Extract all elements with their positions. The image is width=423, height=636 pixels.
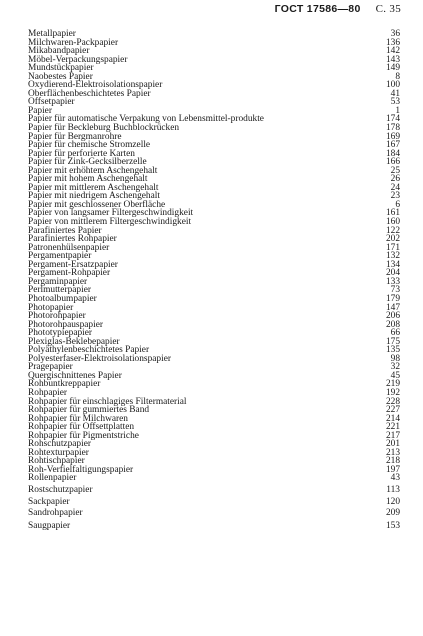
index-term: Rohpapier für gummiertes Band xyxy=(28,405,150,416)
index-page-number: 73 xyxy=(390,285,400,296)
index-page-number: 26 xyxy=(390,174,400,185)
index-term: Oxydierend-Elektroisolationspapier xyxy=(28,80,163,91)
index-term: Papier mit niedrigem Aschengehalt xyxy=(28,191,160,202)
index-term: Papier für Bergmanrohre xyxy=(28,131,122,142)
standard-number: ГОСТ 17586—80 xyxy=(274,3,361,15)
index-page-number: 213 xyxy=(385,447,400,458)
index-list xyxy=(28,30,400,530)
page-header xyxy=(275,3,401,15)
index-term: Mikabandpapier xyxy=(28,46,90,57)
index-page-number: 204 xyxy=(385,268,400,279)
index-term: Pergament-Ersatzpapier xyxy=(28,259,118,270)
index-page-number: 6 xyxy=(395,199,400,210)
index-term: Parafiniertes Rohpapier xyxy=(28,234,117,245)
index-page-number: 192 xyxy=(385,387,400,398)
index-term: Perlmutterpapier xyxy=(28,285,91,296)
index-term: Papier für Beckleburg Buchblockrücken xyxy=(28,123,180,134)
index-term: Rohpapier für Pigmentstriche xyxy=(28,430,139,441)
index-page-number: 153 xyxy=(385,520,400,531)
index-term: Saugpapier xyxy=(28,520,71,531)
index-term: Papier mit erhöhtem Aschengehalt xyxy=(28,165,158,176)
index-page-number: 100 xyxy=(385,80,400,91)
index-page-number: 201 xyxy=(385,439,400,450)
index-page-number: 135 xyxy=(385,345,400,356)
index-entry xyxy=(28,295,400,304)
index-entry xyxy=(28,522,400,531)
index-page-number: 132 xyxy=(385,251,400,262)
index-term: Papier von mittlerem Filtergeschwindigkeit xyxy=(28,217,192,228)
index-page-number: 227 xyxy=(385,405,400,416)
index-term: Papier für Zink-Gecksilberzelle xyxy=(28,157,147,168)
index-page-number: 122 xyxy=(385,225,400,236)
index-term: Papier xyxy=(28,105,52,116)
index-term: Rohtischpapier xyxy=(28,456,85,467)
index-page-number: 209 xyxy=(385,508,400,519)
index-page-number: 160 xyxy=(385,217,400,228)
index-page-number: 134 xyxy=(385,259,400,270)
index-page-number: 221 xyxy=(385,422,400,433)
index-page-number: 166 xyxy=(385,157,400,168)
index-page-number: 133 xyxy=(385,276,400,287)
index-page-number: 161 xyxy=(385,208,400,219)
index-term: Phototypiepapier xyxy=(28,328,93,339)
page-number: С. 35 xyxy=(375,3,401,15)
index-term: Milchwaren-Packpapier xyxy=(28,37,119,48)
index-page-number: 167 xyxy=(385,140,400,151)
index-page-number: 8 xyxy=(395,71,400,82)
index-term: Naobestes Papier xyxy=(28,71,93,82)
index-term: Sandrohpapier xyxy=(28,508,83,519)
index-page-number: 41 xyxy=(390,88,400,99)
index-term: Polyesterfaser-Elektroisolationspapier xyxy=(28,353,171,364)
index-page-number: 23 xyxy=(390,191,400,202)
index-term: Papier für automatische Verpakung von Lebensmittel-produkte xyxy=(28,114,264,125)
index-page-number: 136 xyxy=(385,37,400,48)
index-page-number: 142 xyxy=(385,46,400,57)
index-term: Patronenhülsenpapier xyxy=(28,242,110,253)
index-entry xyxy=(28,474,400,483)
index-term: Offsetpapier xyxy=(28,97,75,108)
index-page-number: 113 xyxy=(386,484,400,495)
index-page-number: 179 xyxy=(385,293,400,304)
index-entry xyxy=(28,380,400,389)
index-term: Papier mit geschlossener Oberfläche xyxy=(28,199,166,210)
index-term: Polyäthylenbeschichtetes Papier xyxy=(28,345,150,356)
index-entry xyxy=(28,509,400,518)
index-term: Rohpapier xyxy=(28,387,68,398)
index-page-number: 202 xyxy=(385,234,400,245)
index-page-number: 32 xyxy=(390,362,400,373)
index-page-number: 147 xyxy=(385,302,400,313)
index-page-number: 98 xyxy=(390,353,400,364)
index-page-number: 197 xyxy=(385,464,400,475)
index-term: Roh-Verfielfaltigungspapier xyxy=(28,464,134,475)
index-term: Papier mit mittlerem Aschengehalt xyxy=(28,182,159,193)
index-term: Photorohpauspapier xyxy=(28,319,103,330)
index-page-number: 45 xyxy=(390,370,400,381)
index-term: Oberflächenbeschichtetes Papier xyxy=(28,88,151,99)
index-term: Pragepapier xyxy=(28,362,73,373)
index-page-number: 66 xyxy=(390,328,400,339)
index-page-number: 175 xyxy=(385,336,400,347)
index-term: Möbel-Verpackungspapier xyxy=(28,54,128,65)
index-page-number: 43 xyxy=(390,473,400,484)
index-entry xyxy=(28,486,400,495)
index-term: Rohschutzpapier xyxy=(28,439,92,450)
index-page-number: 25 xyxy=(390,165,400,176)
index-page-number: 149 xyxy=(385,63,400,74)
index-page-number: 184 xyxy=(385,148,400,159)
index-term: Papier von langsamer Filtergeschwindigkeit xyxy=(28,208,194,219)
index-term: Sackpapier xyxy=(28,496,70,507)
index-term: Pergamentpapier xyxy=(28,251,92,262)
index-entry xyxy=(28,98,400,107)
index-page-number: 217 xyxy=(385,430,400,441)
index-term: Papier für chemische Stromzelle xyxy=(28,140,151,151)
index-page-number: 178 xyxy=(385,123,400,134)
index-term: Photoalbumpapier xyxy=(28,293,97,304)
index-term: Mundstückpapier xyxy=(28,63,94,74)
index-page-number: 218 xyxy=(385,456,400,467)
index-page-number: 171 xyxy=(385,242,400,253)
index-term: Rohpapier für einschlagiges Filtermaterial xyxy=(28,396,187,407)
index-entry xyxy=(28,90,400,99)
index-term: Pergaminpapier xyxy=(28,276,88,287)
index-term: Rohpapier für Offsettplatten xyxy=(28,422,135,433)
index-page-number: 120 xyxy=(385,496,400,507)
index-entry xyxy=(28,466,400,475)
index-term: Photopapier xyxy=(28,302,74,313)
index-page-number: 174 xyxy=(385,114,400,125)
index-term: Rostschutzpapier xyxy=(28,484,93,495)
index-term: Papier für perforierte Karten xyxy=(28,148,135,159)
index-page-number: 208 xyxy=(385,319,400,330)
index-term: Rohbuntkreppapier xyxy=(28,379,101,390)
index-term: Quergischnittenes Papier xyxy=(28,370,122,381)
index-term: Parafiniertes Papier xyxy=(28,225,102,236)
index-page-number: 206 xyxy=(385,311,400,322)
index-page-number: 24 xyxy=(390,182,400,193)
index-term: Rollenpapier xyxy=(28,473,77,484)
index-term: Plexiglas-Beklebepapier xyxy=(28,336,120,347)
index-page-number: 1 xyxy=(395,105,400,116)
index-term: Papier mit hohem Aschengehalt xyxy=(28,174,148,185)
index-term: Rohtexturpapier xyxy=(28,447,89,458)
index-entry xyxy=(28,498,400,507)
index-entry xyxy=(28,355,400,364)
index-page-number: 228 xyxy=(385,396,400,407)
index-term: Metallpapier xyxy=(28,29,76,39)
index-page-number: 53 xyxy=(390,97,400,108)
index-page-number: 219 xyxy=(385,379,400,390)
index-page-number: 214 xyxy=(385,413,400,424)
index-term: Pergament-Rohpapier xyxy=(28,268,111,279)
index-term: Photorohpapier xyxy=(28,311,86,322)
index-page-number: 36 xyxy=(390,29,400,39)
index-term: Rohpapier für Milchwaren xyxy=(28,413,128,424)
index-page-number: 169 xyxy=(385,131,400,142)
index-page-number: 143 xyxy=(385,54,400,65)
